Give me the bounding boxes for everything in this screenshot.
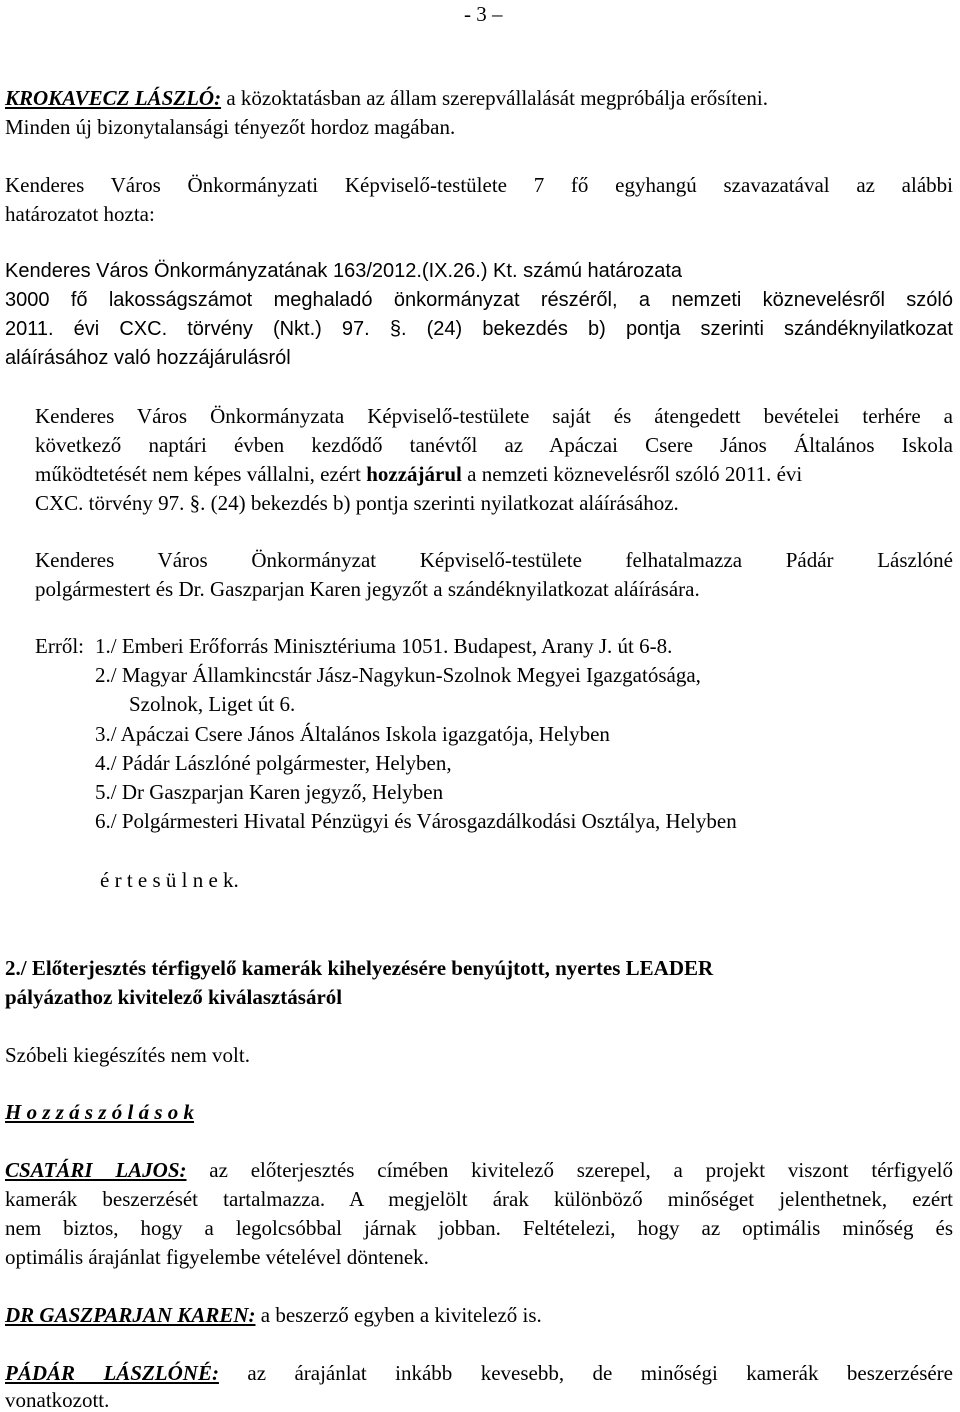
resolution-line3: 2011. évi CXC. törvény (Nkt.) 97. §. (24) bekezdés b) pontja szerinti szándéknyilatkozat xyxy=(5,318,953,340)
csatari-comment-line4: optimális árajánlat figyelembe vételével döntenek. xyxy=(5,1245,429,1269)
speaker-krokavecz: KROKAVECZ LÁSZLÓ: xyxy=(5,86,222,110)
distribution-item: 4./ Pádár Lászlóné polgármester, Helyben, xyxy=(95,751,452,775)
speaker-csatari: CSATÁRI LAJOS: xyxy=(5,1158,187,1182)
csatari-comment-line1: CSATÁRI LAJOS: az előterjesztés címében kivitelező szerepel, a projekt viszont térfigyelő xyxy=(5,1158,953,1182)
speaker-gaszparjan: DR GASZPARJAN KAREN: xyxy=(5,1303,256,1327)
distribution-item: 6./ Polgármesteri Hivatal Pénzügyi és Városgazdálkodási Osztálya, Helyben xyxy=(95,809,737,833)
body1-line1: Kenderes Város Önkormányzata Képviselő-testülete saját és átengedett bevételei terhére a xyxy=(35,404,953,428)
body1-line3: működtetését nem képes vállalni, ezért hozzájárul a nemzeti köznevelésről szóló 2011. évi xyxy=(35,462,803,486)
distribution-item: 2./ Magyar Államkincstár Jász-Nagykun-Szolnok Megyei Igazgatósága, xyxy=(95,663,701,687)
resolution-title: Kenderes Város Önkormányzatának 163/2012.(IX.26.) Kt. számú határozata xyxy=(5,260,683,282)
body2-line1: Kenderes Város Önkormányzat Képviselő-testülete felhatalmazza Pádár Lászlóné xyxy=(35,548,953,572)
distribution-item: 5./ Dr Gaszparjan Karen jegyző, Helyben xyxy=(95,780,444,804)
vote-line1: Kenderes Város Önkormányzati Képviselő-testülete 7 fő egyhangú szavazatával az alábbi xyxy=(5,173,953,197)
comments-heading: H o z z á s z ó l á s o k xyxy=(5,1100,195,1124)
hozzajarul-bold: hozzájárul xyxy=(366,462,462,486)
agenda-item-2-title-line1: 2./ Előterjesztés térfigyelő kamerák kihelyezésére benyújtott, nyertes LEADER xyxy=(5,956,714,980)
krokavecz-comment-line1: KROKAVECZ LÁSZLÓ: a közoktatásban az állam szerepvállalását megpróbálja erősíteni. xyxy=(5,86,768,110)
resolution-line2: 3000 fő lakosságszámot meghaladó önkormányzat részéről, a nemzeti köznevelésről szóló xyxy=(5,289,953,311)
body1-line4: CXC. törvény 97. §. (24) bekezdés b) pontja szerinti nyilatkozat aláírásához. xyxy=(35,491,679,515)
gaszparjan-comment: DR GASZPARJAN KAREN: a beszerző egyben a kivitelező is. xyxy=(5,1303,542,1327)
oral-supplement: Szóbeli kiegészítés nem volt. xyxy=(5,1043,250,1067)
resolution-line4: aláírásához való hozzájárulásról xyxy=(5,347,291,369)
csatari-comment-line3: nem biztos, hogy a legolcsóbbal járnak jobban. Feltételezi, hogy az optimális minőség és xyxy=(5,1216,953,1240)
body2-line2: polgármestert és Dr. Gaszparjan Karen jegyzőt a szándéknyilatkozat aláírására. xyxy=(35,577,700,601)
speaker-padar: PÁDÁR LÁSZLÓNÉ: xyxy=(5,1361,219,1385)
distribution-item: 1./ Emberi Erőforrás Minisztériuma 1051. Budapest, Arany J. út 6-8. xyxy=(95,634,673,658)
vote-line2: határozatot hozta: xyxy=(5,202,155,226)
page-number: - 3 – xyxy=(464,2,503,26)
agenda-item-2-title-line2: pályázathoz kivitelező kiválasztásáról xyxy=(5,985,343,1009)
csatari-comment-line2: kamerák beszerzését tartalmazza. A megjelölt árak különböző minőséget jelenthetnek, ezért xyxy=(5,1187,953,1211)
distribution-item: 3./ Apáczai Csere János Általános Iskola igazgatója, Helyben xyxy=(95,722,610,746)
distribution-label: Erről: xyxy=(35,634,84,658)
padar-comment-line2: vonatkozott. xyxy=(5,1388,110,1412)
distribution-item: Szolnok, Liget út 6. xyxy=(129,692,296,716)
krokavecz-comment-line2: Minden új bizonytalansági tényezőt hordoz magában. xyxy=(5,115,456,139)
body1-line2: következő naptári évben kezdődő tanévtől az Apáczai Csere János Általános Iskola xyxy=(35,433,953,457)
padar-comment-line1: PÁDÁR LÁSZLÓNÉ: az árajánlat inkább kevesebb, de minőségi kamerák beszerzésére xyxy=(5,1361,954,1385)
distribution-closing: é r t e s ü l n e k. xyxy=(100,868,239,892)
